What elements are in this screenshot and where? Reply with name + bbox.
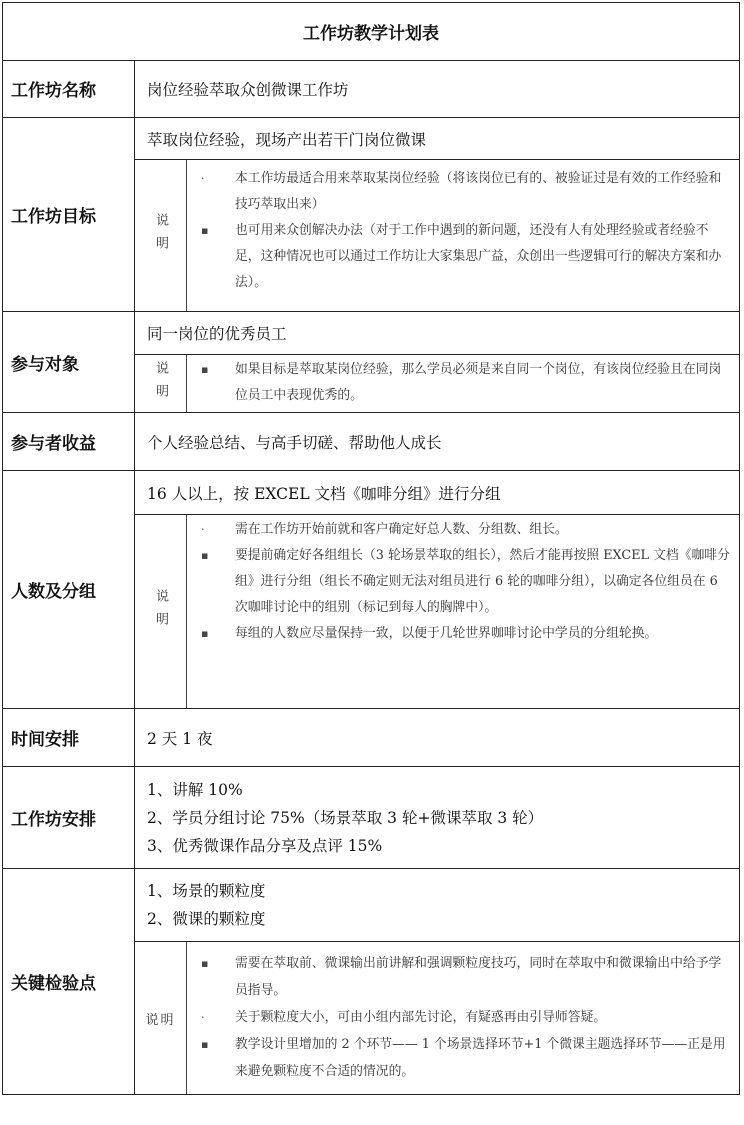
row-value: 16 人以上，按 EXCEL 文档《咖啡分组》进行分组 [147,484,501,503]
note-label: 说明 [135,515,187,708]
bullet-item: ▪ 要提前确定好各组组长（3 轮场景萃取的组长），然后才能再按照 EXCEL 文档《咖啡分组》进行分组（组长不确定则无法对组员进行 6 轮的咖啡分组），以确定各位组员在 6 次咖啡讨论中的组别（标记到每人的胸牌中）。 [201,543,731,621]
row-label: 工作坊安排 [3,767,135,868]
bullet-item: ▪ 每组的人数应尽量保持一致，以便于几轮世界咖啡讨论中学员的分组轮换。 [201,621,731,647]
row-label: 参与对象 [3,312,135,412]
note-bullets [187,942,739,1094]
bullet-dot-icon: · [201,523,205,536]
note-box [135,514,739,708]
bullet-dot-icon: ▪ [201,627,209,640]
note-box [135,354,739,412]
plan-table [2,2,740,1095]
row-checkpoints [3,869,739,1094]
bullet-dot-icon: ▪ [201,957,209,970]
row-workshop-goal [3,118,739,312]
checkpoint-list [135,869,739,941]
row-schedule [3,767,739,869]
bullet-dot-icon: ▪ [201,224,209,237]
schedule-list [135,767,739,868]
bullet-item: · 本工作坊最适合用来萃取某岗位经验（将该岗位已有的、被验证过是有效的工作经验和技巧萃取出来） [201,166,731,218]
row-value: 萃取岗位经验，现场产出若干门岗位微课 [147,130,427,149]
row-value: 岗位经验萃取众创微课工作坊 [147,80,349,99]
bullet-dot-icon: · [201,1011,205,1024]
row-label: 工作坊名称 [3,60,135,117]
schedule-line: 3、优秀微课作品分享及点评 15% [147,836,383,855]
note-bullets [187,355,739,412]
row-value: 同一岗位的优秀员工 [147,325,287,343]
row-audience [3,312,739,413]
row-label: 关键检验点 [3,869,135,1094]
row-group-size [3,471,739,709]
bullet-dot-icon: ▪ [201,363,209,376]
row-value: 2 天 1 夜 [147,729,213,748]
schedule-line: 2、学员分组讨论 75%（场景萃取 3 轮+微课萃取 3 轮） [147,808,544,827]
bullet-item: · 关于颗粒度大小，可由小组内部先讨论，有疑惑再由引导师答疑。 [201,1004,731,1031]
row-workshop-name [3,60,739,118]
bullet-item: ▪ 需要在萃取前、微课输出前讲解和强调颗粒度技巧，同时在萃取中和微课输出中给予学员指导。 [201,950,731,1004]
checkpoint-line: 2、微课的颗粒度 [147,910,266,928]
note-label: 说明 [135,942,187,1094]
bullet-dot-icon: · [201,172,205,185]
bullet-dot-icon: ▪ [201,1038,209,1051]
row-label: 参与者收益 [3,413,135,470]
bullet-item: ▪ 如果目标是萃取某岗位经验，那么学员必须是来自同一个岗位，有该岗位经验且在同岗位员工中表现优秀的。 [201,357,731,409]
note-bullets [187,515,739,708]
row-time [3,709,739,767]
bullet-item: · 需在工作坊开始前就和客户确定好总人数、分组数、组长。 [201,517,731,543]
note-box [135,159,739,311]
note-label: 说明 [135,355,187,412]
row-label: 人数及分组 [3,471,135,708]
schedule-line: 1、讲解 10% [147,780,243,799]
checkpoint-line: 1、场景的颗粒度 [147,882,266,900]
table-title: 工作坊教学计划表 [3,3,739,61]
row-value: 个人经验总结、与高手切磋、帮助他人成长 [147,433,442,452]
note-box [135,941,739,1094]
row-label: 工作坊目标 [3,118,135,311]
note-label: 说明 [135,160,187,311]
row-benefit [3,413,739,471]
bullet-item: ▪ 教学设计里增加的 2 个环节—— 1 个场景选择环节+1 个微课主题选择环节——正是用来避免颗粒度不合适的情况的。 [201,1031,731,1085]
bullet-item: ▪ 也可用来众创解决办法（对于工作中遇到的新问题，还没有人有处理经验或者经验不足，这种情况也可以通过工作坊让大家集思广益，众创出一些逻辑可行的解决方案和办法）。 [201,218,731,296]
bullet-dot-icon: ▪ [201,549,209,562]
note-bullets [187,160,739,311]
row-label: 时间安排 [3,709,135,766]
